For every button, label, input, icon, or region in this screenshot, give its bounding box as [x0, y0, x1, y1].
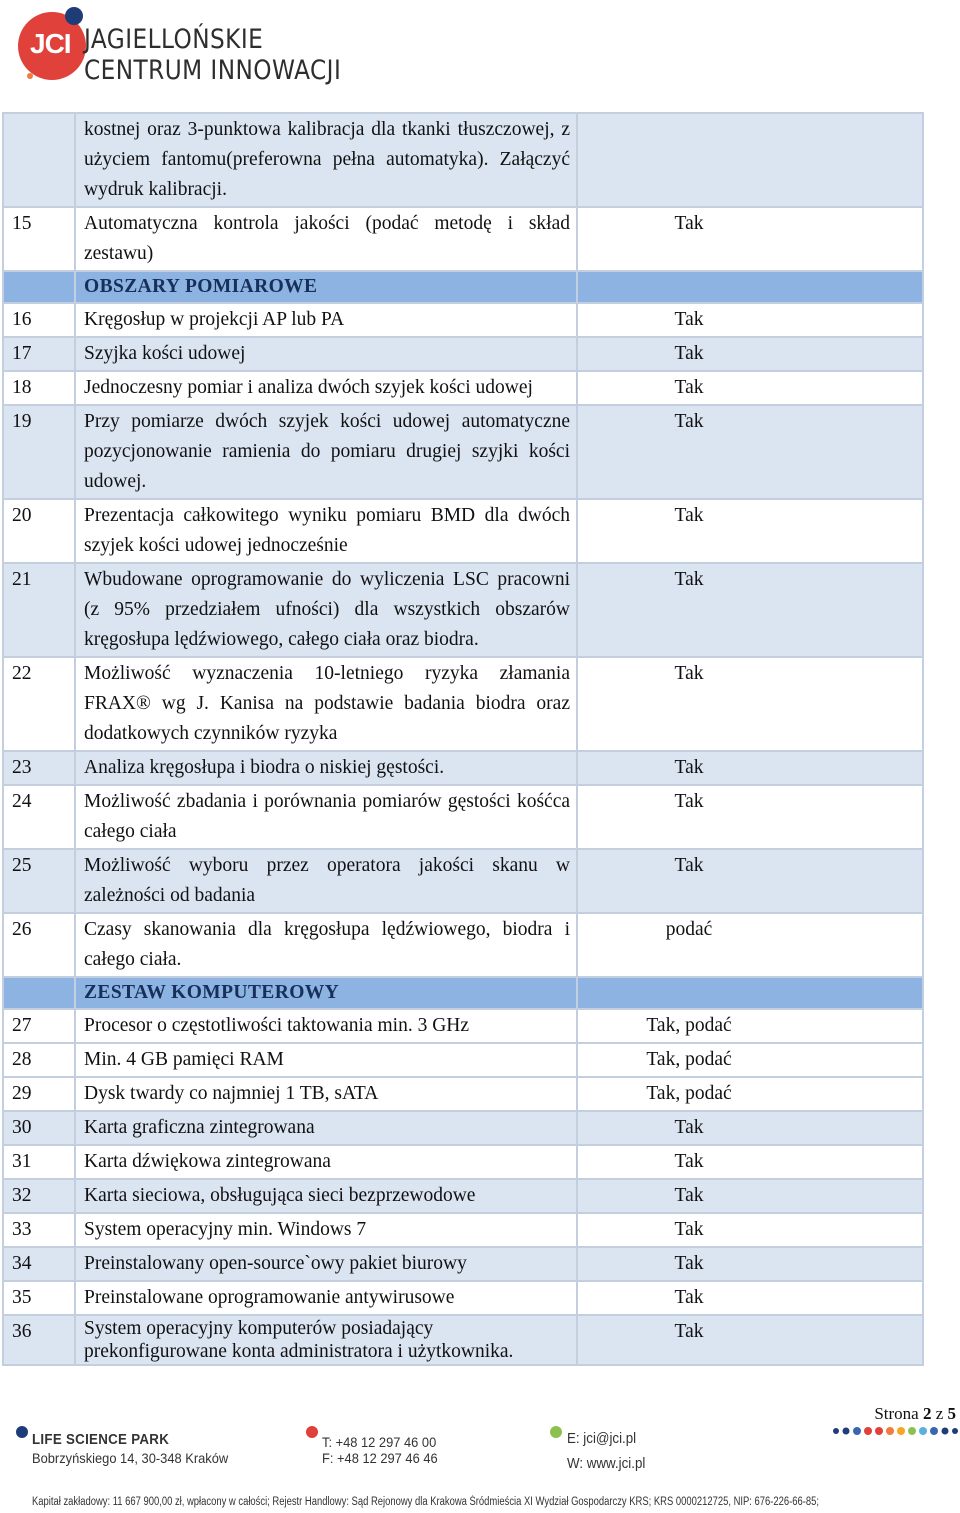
row-value: Tak: [577, 499, 923, 563]
row-description: Preinstalowany open-source`owy pakiet biurowy: [75, 1247, 577, 1281]
row-description: Jednoczesny pomiar i analiza dwóch szyjek kości udowej: [75, 371, 577, 405]
row-number: 34: [3, 1247, 75, 1281]
row-description: Karta sieciowa, obsługująca sieci bezprzewodowe: [75, 1179, 577, 1213]
row-description: Możliwość wyznaczenia 10-letniego ryzyka złamania FRAX® wg J. Kanisa na podstawie badania biodra oraz dodatkowych czynników ryzyka: [75, 657, 577, 751]
row-description: System operacyjny min. Windows 7: [75, 1213, 577, 1247]
row-value: Tak: [577, 1145, 923, 1179]
footer-email-link[interactable]: E: jci@jci.pl: [567, 1431, 637, 1447]
row-number: 36: [3, 1315, 75, 1365]
row-description: Min. 4 GB pamięci RAM: [75, 1043, 577, 1077]
table-row: [3, 1247, 923, 1281]
footer-legal-info: Kapitał zakładowy: 11 667 900,00 zł, wpłacony w całości; Rejestr Handlowy: Sąd Rejonowy dla Krakowa Śródmieścia XI Wydział Gospodarczy KRS; KRS 0000212725, NIP: 676-226-66-85;: [32, 1496, 820, 1508]
page-current: 2: [922, 1404, 932, 1423]
row-description: Prezentacja całkowitego wyniku pomiaru BMD dla dwóch szyjek kości udowej jednocześnie: [75, 499, 577, 563]
row-value: Tak: [577, 751, 923, 785]
row-number: [3, 271, 75, 303]
row-description: Karta dźwiękowa zintegrowana: [75, 1145, 577, 1179]
row-number: 35: [3, 1281, 75, 1315]
row-number: 21: [3, 563, 75, 657]
row-description: Karta graficzna zintegrowana: [75, 1111, 577, 1145]
row-number: [3, 113, 75, 207]
table-row: [3, 1179, 923, 1213]
page-number: [874, 1404, 956, 1424]
row-value: Tak: [577, 785, 923, 849]
logo-title-line1: JAGIELLOŃSKIE: [84, 24, 264, 55]
row-value: [577, 271, 923, 303]
row-description: Wbudowane oprogramowanie do wyliczenia LSC pracowni (z 95% przedziałem ufności) dla wszystkich obszarów kręgosłupa lędźwiowego, całego ciała oraz biodra.: [75, 563, 577, 657]
row-value: Tak: [577, 657, 923, 751]
row-value: Tak: [577, 371, 923, 405]
row-value: Tak, podać: [577, 1077, 923, 1111]
table-row: [3, 1281, 923, 1315]
row-value: [577, 113, 923, 207]
section-header-row: [3, 271, 923, 303]
row-number: 28: [3, 1043, 75, 1077]
row-description: Analiza kręgosłupa i biodra o niskiej gęstości.: [75, 751, 577, 785]
row-value: Tak: [577, 1213, 923, 1247]
row-value: Tak: [577, 303, 923, 337]
page-total: 5: [947, 1404, 956, 1423]
table-row: [3, 207, 923, 271]
specification-table: [2, 112, 924, 1366]
row-description: Szyjka kości udowej: [75, 337, 577, 371]
row-number: 25: [3, 849, 75, 913]
table-row: [3, 1213, 923, 1247]
table-row: [3, 499, 923, 563]
row-number: 18: [3, 371, 75, 405]
row-number: 17: [3, 337, 75, 371]
row-description: Możliwość wyboru przez operatora jakości skanu w zależności od badania: [75, 849, 577, 913]
decorative-dots-icon: [830, 1424, 960, 1438]
table-row: [3, 1009, 923, 1043]
table-row: [3, 371, 923, 405]
row-value: Tak: [577, 1247, 923, 1281]
row-description: Procesor o częstotliwości taktowania min. 3 GHz: [75, 1009, 577, 1043]
row-value: Tak: [577, 1281, 923, 1315]
row-value: Tak: [577, 405, 923, 499]
table-row: [3, 913, 923, 977]
row-description: Przy pomiarze dwóch szyjek kości udowej automatyczne pozycjonowanie ramienia do pomiaru drugiej szyjki kości udowej.: [75, 405, 577, 499]
section-title: OBSZARY POMIAROWE: [75, 271, 577, 303]
row-number: 16: [3, 303, 75, 337]
footer-fax: F: +48 12 297 46 46: [322, 1450, 438, 1466]
row-description: System operacyjny komputerów posiadający prekonfigurowane konta administratora i użytkownika.: [75, 1315, 577, 1365]
section-title: ZESTAW KOMPUTEROWY: [75, 977, 577, 1009]
row-value: Tak: [577, 207, 923, 271]
jci-logo: [12, 4, 342, 88]
footer-dot-icon: [548, 1424, 564, 1440]
footer-dot-icon: [304, 1424, 320, 1440]
footer-dot-icon: [14, 1424, 30, 1440]
table-row: [3, 1315, 923, 1365]
row-number: 24: [3, 785, 75, 849]
table-row: [3, 657, 923, 751]
table-row: [3, 405, 923, 499]
row-number: 20: [3, 499, 75, 563]
table-row: [3, 751, 923, 785]
section-header-row: [3, 977, 923, 1009]
row-value: Tak: [577, 849, 923, 913]
row-value: Tak: [577, 1111, 923, 1145]
logo-title-line2: CENTRUM INNOWACJI: [84, 55, 342, 86]
row-description: Preinstalowane oprogramowanie antywirusowe: [75, 1281, 577, 1315]
row-value: Tak: [577, 563, 923, 657]
row-number: 15: [3, 207, 75, 271]
table-row: [3, 1145, 923, 1179]
row-number: 27: [3, 1009, 75, 1043]
row-description: Automatyczna kontrola jakości (podać metodę i skład zestawu): [75, 207, 577, 271]
table-row: [3, 303, 923, 337]
row-number: 33: [3, 1213, 75, 1247]
row-description: Możliwość zbadania i porównania pomiarów gęstości kośćca całego ciała: [75, 785, 577, 849]
row-number: 31: [3, 1145, 75, 1179]
row-number: 22: [3, 657, 75, 751]
table-row: [3, 1077, 923, 1111]
row-description: Dysk twardy co najmniej 1 TB, sATA: [75, 1077, 577, 1111]
row-description: Czasy skanowania dla kręgosłupa lędźwiowego, biodra i całego ciała.: [75, 913, 577, 977]
footer-website-link[interactable]: W: www.jci.pl: [567, 1456, 646, 1472]
footer-telephone: T: +48 12 297 46 00: [322, 1434, 437, 1450]
table-row: [3, 337, 923, 371]
row-number: [3, 977, 75, 1009]
table-row: [3, 1111, 923, 1145]
row-value: Tak, podać: [577, 1043, 923, 1077]
table-row: [3, 563, 923, 657]
row-value: Tak: [577, 337, 923, 371]
row-value: podać: [577, 913, 923, 977]
row-number: 29: [3, 1077, 75, 1111]
row-number: 23: [3, 751, 75, 785]
row-number: 30: [3, 1111, 75, 1145]
table-row: [3, 849, 923, 913]
table-row: [3, 1043, 923, 1077]
row-number: 32: [3, 1179, 75, 1213]
footer-park-name: LIFE SCIENCE PARK: [32, 1432, 170, 1448]
page-prefix: Strona: [874, 1404, 919, 1423]
footer-park-address: Bobrzyńskiego 14, 30-348 Kraków: [32, 1450, 229, 1466]
row-value: [577, 977, 923, 1009]
row-description: kostnej oraz 3-punktowa kalibracja dla tkanki tłuszczowej, z użyciem fantomu(preferowna pełna automatyka). Załączyć wydruk kalibracji.: [75, 113, 577, 207]
table-row: [3, 113, 923, 207]
row-value: Tak, podać: [577, 1009, 923, 1043]
page-sep: z: [935, 1404, 944, 1423]
row-description: Kręgosłup w projekcji AP lub PA: [75, 303, 577, 337]
table-row: [3, 785, 923, 849]
row-number: 26: [3, 913, 75, 977]
row-value: Tak: [577, 1179, 923, 1213]
logo-mark-text: JCI: [30, 28, 71, 59]
row-number: 19: [3, 405, 75, 499]
row-value: Tak: [577, 1315, 923, 1365]
